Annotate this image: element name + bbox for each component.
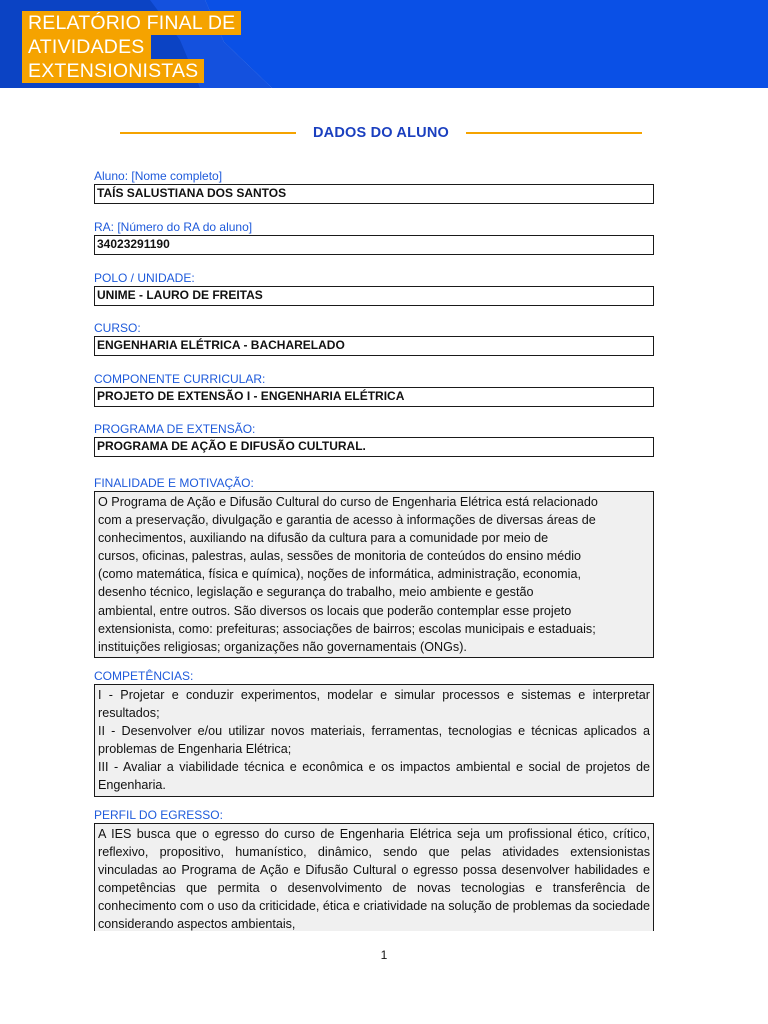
competencia-item: III - Avaliar a viabilidade técnica e econômica e os impactos ambiental e social de projetos de Engenharia.: [98, 760, 650, 793]
field-polo-label: POLO / UNIDADE:: [94, 271, 195, 285]
field-polo: [94, 271, 654, 306]
report-title-line-3: EXTENSIONISTAS: [22, 59, 204, 83]
field-polo-value: UNIME - LAURO DE FREITAS: [94, 286, 654, 306]
field-componente-value: PROJETO DE EXTENSÃO I - ENGENHARIA ELÉTRICA: [94, 387, 654, 407]
field-curso: [94, 321, 654, 356]
field-curso-label: CURSO:: [94, 321, 141, 335]
finalidade-line: cursos, oficinas, palestras, aulas, sessões de monitoria de conteúdos do ensino médio: [98, 549, 582, 564]
page-number: 1: [380, 948, 388, 962]
field-componente-label: COMPONENTE CURRICULAR:: [94, 372, 266, 386]
field-componente: [94, 372, 654, 407]
report-title-line-2: ATIVIDADES: [22, 35, 151, 59]
field-ra: [94, 220, 654, 255]
field-aluno-label: Aluno: [Nome completo]: [94, 169, 223, 183]
finalidade-line: conhecimentos, auxiliando na difusão da cultura para a comunidade por meio de: [98, 531, 549, 546]
finalidade-line: com a preservação, divulgação e garantia de acesso à informações de diversas áreas de: [98, 513, 596, 528]
finalidade-line: (como matemática, física e química), noções de informática, administração, economia,: [98, 567, 581, 582]
report-title-line-1: RELATÓRIO FINAL DE: [22, 11, 241, 35]
field-ra-value: 34023291190: [94, 235, 654, 255]
field-aluno-value: TAÍS SALUSTIANA DOS SANTOS: [94, 184, 654, 204]
report-header: [0, 0, 768, 88]
field-aluno: [94, 169, 654, 204]
field-programa-value: PROGRAMA DE AÇÃO E DIFUSÃO CULTURAL.: [94, 437, 654, 457]
field-competencias: [94, 669, 654, 797]
section-rule-right: [466, 132, 642, 134]
field-programa-label: PROGRAMA DE EXTENSÃO:: [94, 422, 256, 436]
finalidade-line: desenho técnico, legislação e segurança do trabalho, meio ambiente e gestão: [98, 585, 534, 600]
field-perfil-label: PERFIL DO EGRESSO:: [94, 808, 223, 822]
competencia-item: I - Projetar e conduzir experimentos, modelar e simular processos e sistemas e interpretar resultados;: [98, 688, 650, 721]
field-finalidade-text: [94, 491, 654, 658]
field-competencias-text: [94, 684, 654, 797]
finalidade-line: O Programa de Ação e Difusão Cultural do curso de Engenharia Elétrica está relacionado: [98, 495, 598, 509]
finalidade-line: extensionista, como: prefeituras; associações de bairros; escolas municipais e estaduais;: [98, 621, 596, 636]
field-competencias-label: COMPETÊNCIAS:: [94, 669, 194, 683]
field-finalidade-label: FINALIDADE E MOTIVAÇÃO:: [94, 476, 254, 490]
field-programa: [94, 422, 654, 457]
field-ra-label: RA: [Número do RA do aluno]: [94, 220, 253, 234]
section-heading: [120, 122, 642, 144]
field-finalidade: [94, 476, 654, 658]
section-title: DADOS DO ALUNO: [313, 125, 449, 141]
field-curso-value: ENGENHARIA ELÉTRICA - BACHARELADO: [94, 336, 654, 356]
section-rule-left: [120, 132, 296, 134]
finalidade-line: ambiental, entre outros. São diversos os locais que poderão contemplar esse projeto: [98, 603, 572, 618]
finalidade-line: instituições religiosas; organizações não governamentais (ONGs).: [98, 639, 467, 654]
report-title: [22, 11, 241, 83]
competencia-item: II - Desenvolver e/ou utilizar novos materiais, ferramentas, tecnologias e técnicas aplicados a problemas de Engenharia Elétrica;: [98, 724, 650, 757]
field-perfil-text: A IES busca que o egresso do curso de Engenharia Elétrica seja um profissional ético, crítico, reflexivo, propositivo, humanístico, dinâmico, sendo que pelas atividades extensionistas vinculadas ao Programa de Ação e Difusão Cultural o egresso possa desenvolver habilidades e competências que permita o desenvolvimento de novas tecnologias e transferência de conhecimento com o uso da criticidade, ética e criatividade na solução de problemas da sociedade considerando aspectos ambientais,: [94, 823, 654, 931]
field-perfil: [94, 808, 654, 931]
